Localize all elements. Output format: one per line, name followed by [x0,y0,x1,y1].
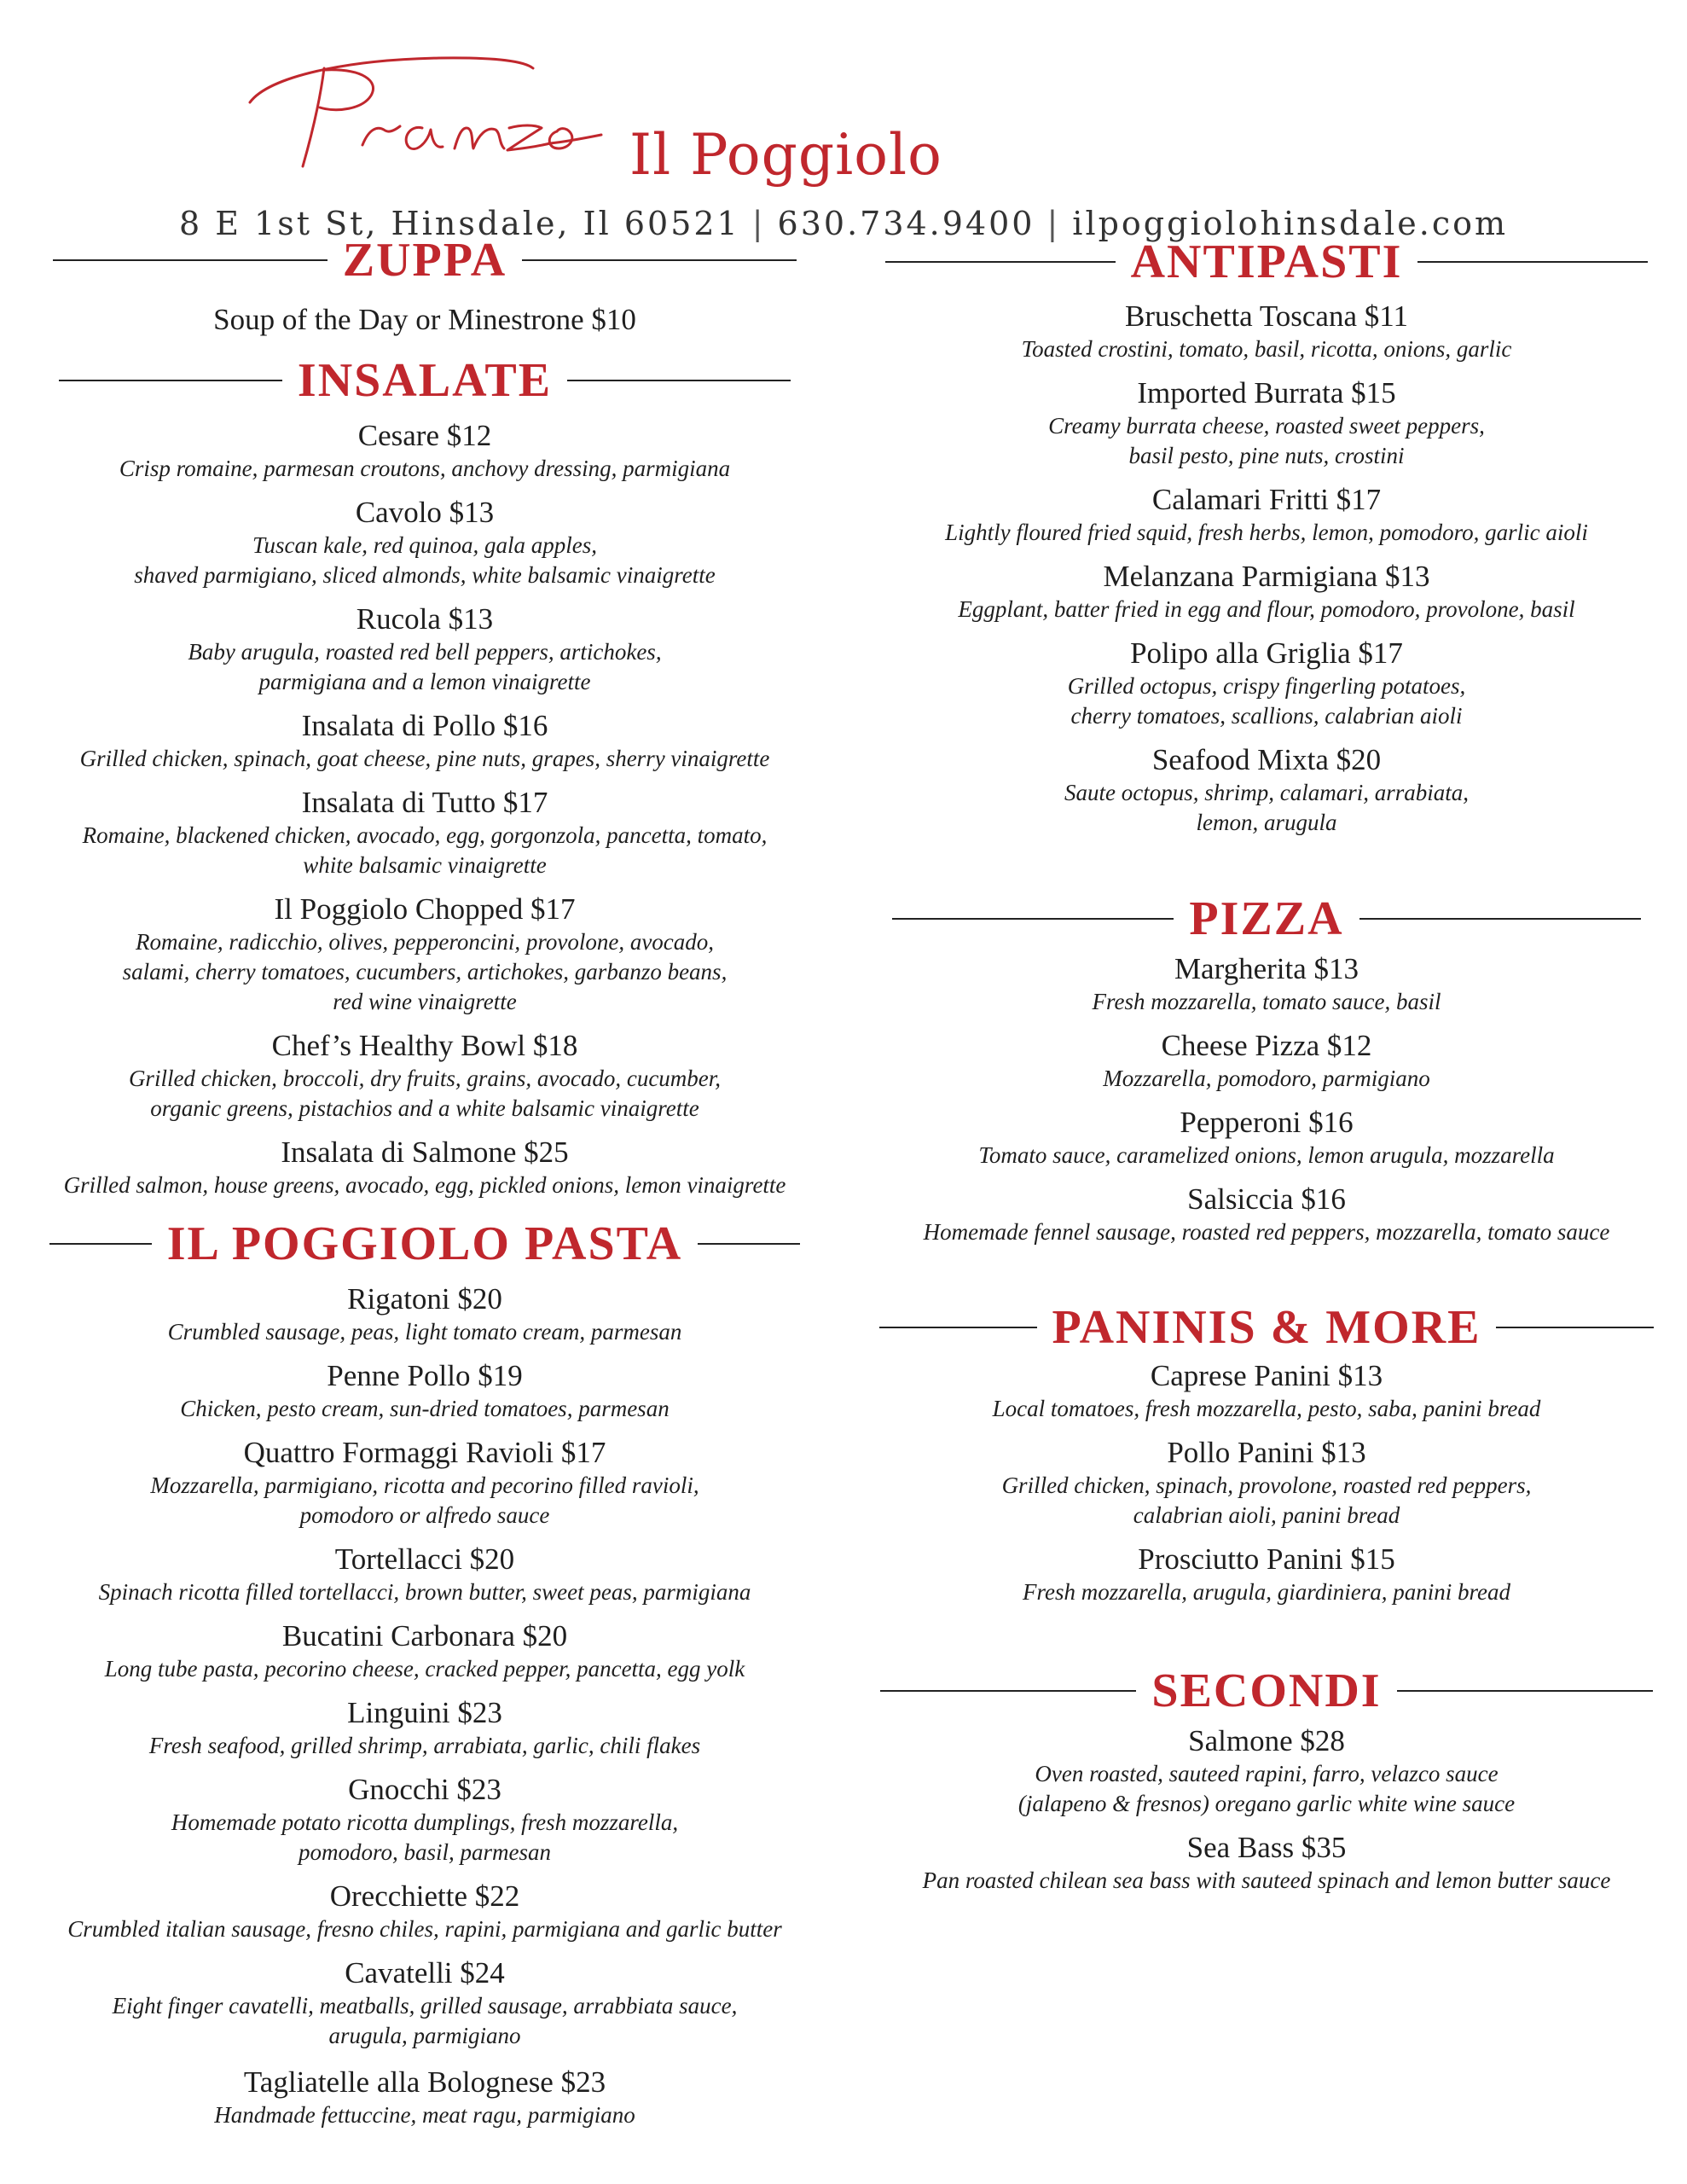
menu-item [49,708,800,774]
item-name: Insalata di Pollo $16 [301,709,548,742]
menu-item [49,1542,800,1607]
item-description [49,821,800,880]
menu-item [49,601,800,697]
menu-item [49,892,800,1017]
item-name: Orecchiette $22 [329,1879,520,1913]
menu-item [896,1182,1638,1247]
item-name: Bruschetta Toscana $11 [1125,299,1408,333]
item-description [896,671,1638,731]
item-description [49,1731,800,1761]
description-line: Homemade potato ricotta dumplings, fresh mozzarella, [171,1809,679,1835]
item-name: Quattro Formaggi Ravioli $17 [243,1436,606,1469]
item-description [896,1141,1638,1170]
description-line: Baby arugula, roasted red bell peppers, artichokes, [188,639,662,665]
description-line: Tomato sauce, caramelized onions, lemon arugula, mozzarella [978,1142,1555,1168]
description-line: Eight finger cavatelli, meatballs, grilled sausage, arrabbiata sauce, [112,1993,738,2018]
menu-item [49,785,800,880]
menu-item [49,1358,800,1424]
pranzo-script-logo [243,43,618,171]
menu-item [896,1723,1638,1819]
item-name: Imported Burrata $15 [1137,376,1396,410]
description-line: Crumbled sausage, peas, light tomato cream, parmesan [167,1319,682,1345]
description-line: basil pesto, pine nuts, crostini [1128,443,1405,468]
separator: | [1046,205,1061,242]
menu-item [49,1281,800,1347]
divider-rule [1359,918,1641,920]
item-description [896,1471,1638,1531]
item-description [896,411,1638,471]
section-title: INSALATE [297,354,553,407]
description-line: parmigiana and a lemon vinaigrette [258,669,591,694]
description-line: Grilled salmon, house greens, avocado, egg, pickled onions, lemon vinaigrette [63,1172,786,1198]
item-description [896,518,1638,548]
item-description [896,1217,1638,1247]
menu-item [896,636,1638,731]
description-line: shaved parmigiano, sliced almonds, white balsamic vinaigrette [134,562,716,588]
item-name: Chef’s Healthy Bowl $18 [271,1029,578,1062]
description-line: Toasted crostini, tomato, basil, ricotta, onions, garlic [1021,336,1512,362]
description-line: Eggplant, batter fried in egg and flour, pomodoro, provolone, basil [958,596,1575,622]
item-description [49,1914,800,1944]
item-name: Salsiccia $16 [1187,1182,1346,1216]
item-description [49,1170,800,1200]
section-heading-antipasti [896,235,1638,289]
item-description [49,1394,800,1424]
restaurant-name: Il Poggiolo [629,122,942,188]
description-line: Mozzarella, parmigiano, ricotta and pecorino filled ravioli, [150,1472,699,1498]
item-description [896,1064,1638,1094]
address: 8 E 1st St, Hinsdale, Il 60521 [178,205,740,242]
menu-item [49,1695,800,1761]
description-line: salami, cherry tomatoes, cucumbers, artichokes, garbanzo beans, [122,959,728,985]
menu-item [896,951,1638,1017]
menu-item [49,1879,800,1944]
menu-item [49,1028,800,1124]
divider-rule [59,380,282,381]
item-name: Linguini $23 [347,1696,502,1729]
divider-rule [1417,261,1648,263]
item-name: Pollo Panini $13 [1167,1436,1366,1469]
item-name: Gnocchi $23 [348,1773,501,1806]
item-name: Il Poggiolo Chopped $17 [274,892,576,926]
item-name: Soup of the Day or Minestrone $10 [213,303,636,336]
menu-item [896,482,1638,548]
item-name: Margherita $13 [1174,952,1359,985]
phone-number: 630.734.9400 [777,205,1035,242]
description-line: cherry tomatoes, scallions, calabrian aioli [1070,703,1463,729]
divider-rule [892,918,1174,920]
description-line: Long tube pasta, pecorino cheese, cracked pepper, pancetta, egg yolk [104,1656,745,1682]
menu-item [896,1830,1638,1896]
item-description [49,1064,800,1124]
section-heading-insalate [49,353,800,408]
item-description [896,1759,1638,1819]
description-line: Oven roasted, sauteed rapini, farro, velazco sauce [1035,1761,1499,1786]
divider-rule [698,1243,800,1245]
item-name: Bucatini Carbonara $20 [281,1619,568,1653]
separator: | [751,205,766,242]
description-line: Mozzarella, pomodoro, parmigiano [1103,1066,1430,1091]
menu-item [896,559,1638,624]
item-name: Rucola $13 [356,602,494,636]
description-line: pomodoro or alfredo sauce [299,1502,550,1528]
item-name: Melanzana Parmigiana $13 [1103,560,1430,593]
item-description [896,778,1638,838]
divider-rule [1496,1327,1654,1328]
item-name: Tagliatelle alla Bolognese $23 [243,2065,606,2099]
section-title: IL POGGIOLO PASTA [166,1217,683,1270]
item-description [896,595,1638,624]
description-line: Homemade fennel sausage, roasted red peppers, mozzarella, tomato sauce [923,1219,1610,1245]
item-description [49,1808,800,1867]
description-line: pomodoro, basil, parmesan [298,1839,551,1865]
menu-item [49,418,800,484]
description-line: Crumbled italian sausage, fresno chiles, rapini, parmigiana and garlic butter [67,1916,782,1942]
divider-rule [885,261,1116,263]
section-title: ANTIPASTI [1130,235,1403,288]
item-name: Cavolo $13 [355,496,495,529]
item-name: Salmone $28 [1188,1724,1345,1757]
divider-rule [49,1243,152,1245]
description-line: Grilled chicken, spinach, provolone, roasted red peppers, [1001,1472,1532,1498]
description-line: lemon, arugula [1196,810,1337,835]
item-description [49,1471,800,1531]
item-name: Insalata di Tutto $17 [301,786,548,819]
description-line: calabrian aioli, panini bread [1133,1502,1400,1528]
menu-item [896,1105,1638,1170]
menu-item [896,742,1638,838]
item-name: Caprese Panini $13 [1150,1359,1383,1392]
description-line: Grilled chicken, spinach, goat cheese, pine nuts, grapes, sherry vinaigrette [79,746,770,771]
divider-rule [879,1327,1037,1328]
divider-rule [1397,1690,1653,1692]
description-line: white balsamic vinaigrette [303,852,547,878]
item-description [49,454,800,484]
section-title: PIZZA [1189,892,1344,945]
divider-rule [53,259,328,261]
section-title: ZUPPA [342,234,507,287]
section-heading-pasta [49,1217,800,1271]
menu-header [0,43,1687,242]
divider-rule [522,259,797,261]
menu-item [896,1542,1638,1607]
description-line: Fresh mozzarella, arugula, giardiniera, panini bread [1023,1579,1510,1605]
description-line: Local tomatoes, fresh mozzarella, pesto, saba, panini bread [992,1396,1541,1421]
item-description [49,2100,800,2130]
description-line: Tuscan kale, red quinoa, gala apples, [252,532,597,558]
description-line: Fresh seafood, grilled shrimp, arrabiata, garlic, chili flakes [148,1733,701,1758]
item-description [49,744,800,774]
item-name: Insalata di Salmone $25 [281,1136,569,1169]
menu-item [49,495,800,590]
item-description [49,1654,800,1684]
description-line: Romaine, blackened chicken, avocado, egg, gorgonzola, pancetta, tomato, [82,822,768,848]
description-line: Grilled chicken, broccoli, dry fruits, grains, avocado, cucumber, [128,1066,722,1091]
menu-item [49,1135,800,1200]
item-name: Penne Pollo $19 [327,1359,523,1392]
item-description [49,1991,800,2051]
description-line: Crisp romaine, parmesan croutons, anchovy dressing, parmigiana [119,456,731,481]
section-heading-zuppa [49,233,800,288]
item-description [49,637,800,697]
menu-item [896,299,1638,364]
description-line: Spinach ricotta filled tortellacci, brown butter, sweet peas, parmigiana [98,1579,751,1605]
item-description [896,1577,1638,1607]
menu-item [49,1618,800,1684]
item-name: Tortellacci $20 [334,1542,515,1576]
item-name: Calamari Fritti $17 [1151,483,1382,516]
description-line: Lightly floured fried squid, fresh herbs, lemon, pomodoro, garlic aioli [945,520,1588,545]
website: ilpoggiolohinsdale.com [1072,205,1509,242]
item-name: Rigatoni $20 [347,1282,502,1316]
item-name: Sea Bass $35 [1186,1831,1347,1864]
item-description [49,531,800,590]
item-description [49,927,800,1017]
item-name: Cheese Pizza $12 [1161,1029,1372,1062]
item-description [49,1577,800,1607]
section-heading-pizza [896,892,1638,946]
divider-rule [567,380,791,381]
description-line: Fresh mozzarella, tomato sauce, basil [1092,989,1441,1014]
menu-item [896,1028,1638,1094]
item-description [49,1317,800,1347]
item-name: Prosciutto Panini $15 [1138,1542,1395,1576]
description-line: Grilled octopus, crispy fingerling potatoes, [1067,673,1466,699]
item-name: Seafood Mixta $20 [1151,743,1382,776]
menu-item [896,1358,1638,1424]
description-line: Chicken, pesto cream, sun-dried tomatoes, parmesan [180,1396,670,1421]
section-heading-secondi [896,1664,1638,1718]
description-line: red wine vinaigrette [333,989,517,1014]
section-title: PANINIS & MORE [1052,1301,1481,1354]
description-line: Pan roasted chilean sea bass with sauteed spinach and lemon butter sauce [922,1867,1611,1893]
menu-item [49,302,800,338]
section-heading-paninis [896,1300,1638,1355]
item-name: Polipo alla Griglia $17 [1130,636,1403,670]
menu-item [896,1435,1638,1531]
description-line: Creamy burrata cheese, roasted sweet peppers, [1048,413,1485,439]
menu-item [49,1772,800,1867]
item-description [896,334,1638,364]
menu-item [49,1435,800,1531]
item-name: Cavatelli $24 [345,1956,505,1989]
description-line: Handmade fettuccine, meat ragu, parmigiano [214,2102,635,2128]
item-description [896,1866,1638,1896]
item-name: Cesare $12 [357,419,492,452]
description-line: organic greens, pistachios and a white balsamic vinaigrette [150,1095,699,1121]
divider-rule [880,1690,1136,1692]
description-line: (jalapeno & fresnos) oregano garlic white wine sauce [1017,1791,1516,1816]
item-description [896,987,1638,1017]
section-title: SECONDI [1151,1664,1382,1717]
item-description [896,1394,1638,1424]
menu-item [49,2065,800,2130]
description-line: Saute octopus, shrimp, calamari, arrabiata, [1064,780,1469,805]
item-name: Pepperoni $16 [1180,1106,1354,1139]
description-line: Romaine, radicchio, olives, pepperoncini, provolone, avocado, [135,929,715,955]
menu-item [896,375,1638,471]
description-line: arugula, parmigiano [328,2023,521,2048]
menu-item [49,1955,800,2051]
